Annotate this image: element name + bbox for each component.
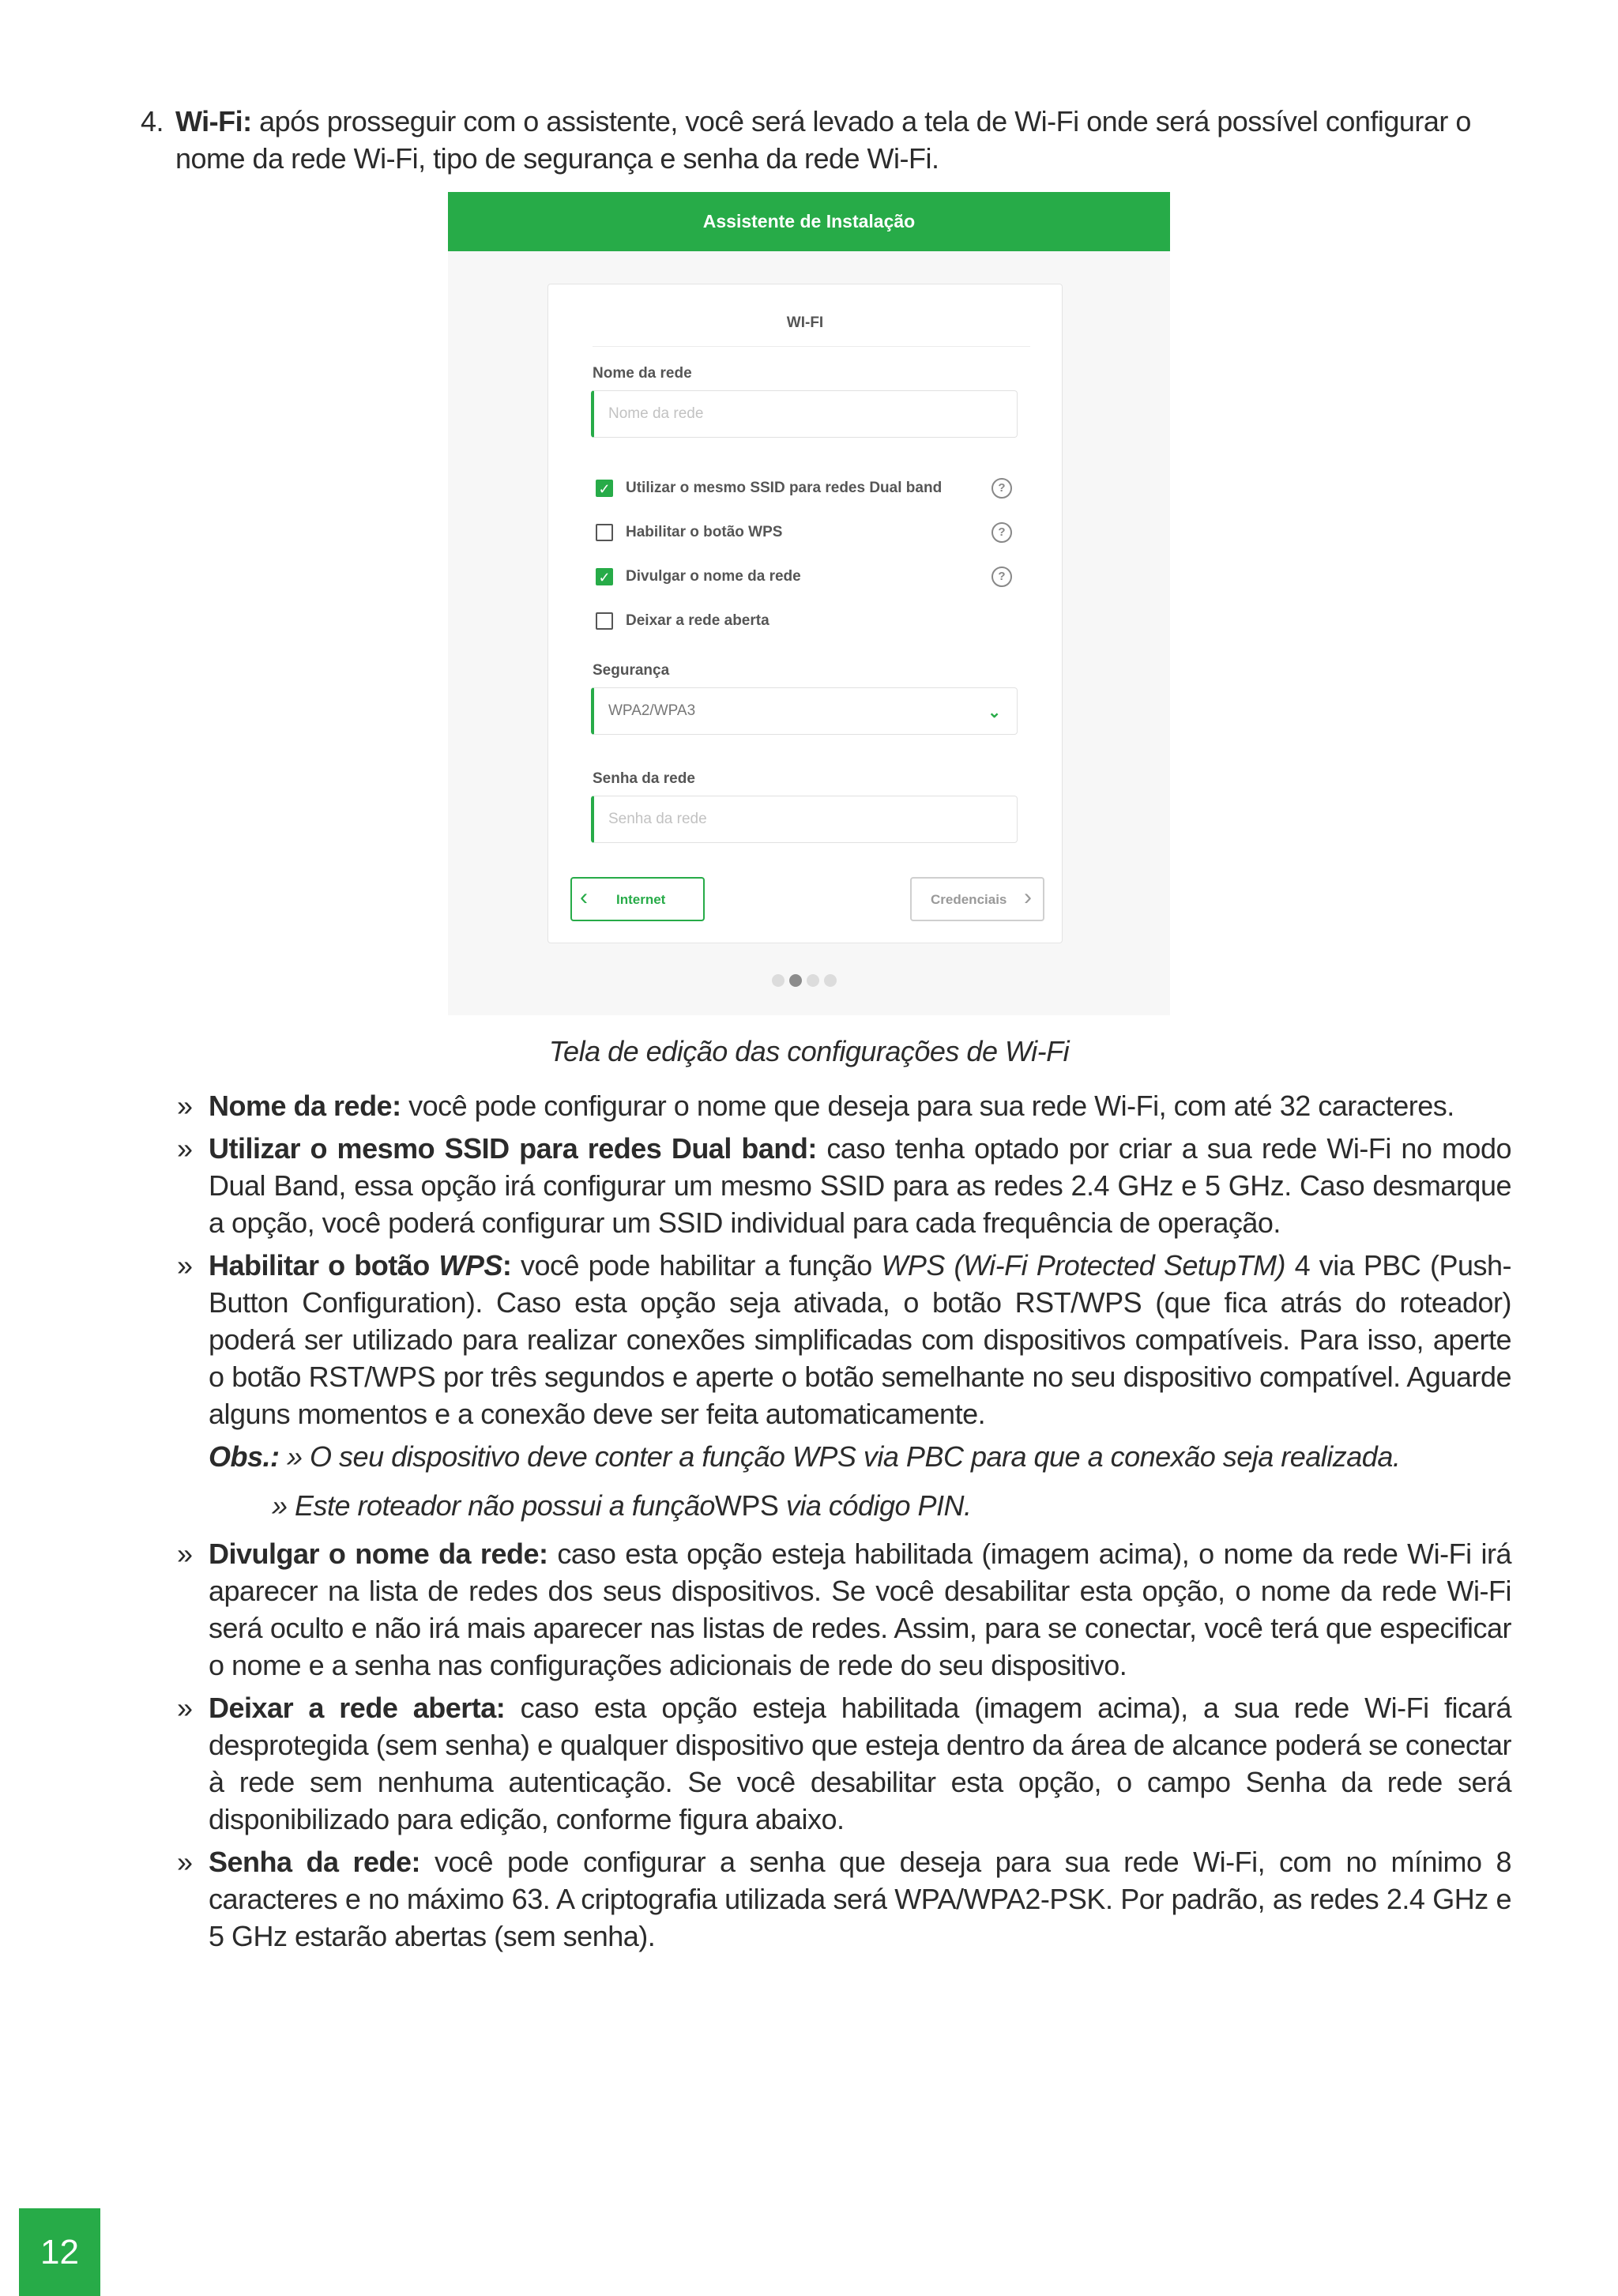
bullet-marker: » (177, 1249, 193, 1282)
back-button[interactable] (570, 877, 705, 921)
card-divider (593, 346, 1030, 347)
chevron-down-icon: ⌄ (988, 704, 1001, 721)
open-network-label: Deixar a rede aberta (626, 612, 769, 629)
security-label: Segurança (593, 662, 670, 679)
open-network-checkbox[interactable] (596, 612, 613, 630)
obs-note (177, 1438, 1511, 1524)
bullet-term: Deixar a rede aberta: (209, 1692, 506, 1724)
chevron-left-icon: ‹ (580, 884, 588, 910)
next-button-label: Credenciais (931, 892, 1007, 907)
bullet-text: caso tenha optado por criar a sua rede Wi-Fi no modo Dual Band, essa opção irá configurar um mesmo SSID para as redes 2.4 GHz e 5 GHz. Caso desmarque a opção, você poderá configurar um SSID individual para cada frequência de operação. (209, 1132, 1511, 1239)
bullet-dual-band (177, 1130, 1511, 1241)
bullet-text-a: você pode habilitar a função (511, 1249, 882, 1282)
bullet-marker: » (177, 1846, 193, 1878)
bullet-text: caso esta opção esteja habilitada (imagem acima), o nome da rede Wi-Fi irá aparecer na lista de redes dos seus dispositivos. Se você desabilitar esta opção, o nome da rede Wi-Fi será oculto e não irá mais aparecer nas listas de redes. Assim, para se conectar, você terá que especificar o nome e a senha nas configurações adicionais de rede do seu dispositivo. (209, 1538, 1511, 1681)
bullet-network-name (177, 1087, 1511, 1124)
card-title: WI-FI (786, 314, 824, 331)
bullet-term: Utilizar o mesmo SSID para redes Dual band: (209, 1132, 817, 1165)
chevron-right-icon: › (1024, 884, 1032, 910)
dual-band-label: Utilizar o mesmo SSID para redes Dual band (626, 480, 943, 496)
bullet-term: Nome da rede: (209, 1090, 401, 1122)
bullet-broadcast (177, 1535, 1511, 1684)
bullet-term-b: WPS (438, 1249, 502, 1282)
bullet-text-b: 4 via PBC (Push-Button Configuration). Caso esta opção seja ativada, o botão RST/WPS (que fica atrás do roteador) poderá ser utilizado para realizar conexões simplificadas com dispositivos compatíveis. Para isso, aperte o botão RST/WPS por três segundos e aperte o botão semelhante no seu dispositivo compatível. Aguarde alguns momentos e a conexão deve ser feita automaticamente. (209, 1249, 1511, 1430)
bullet-term: Senha da rede: (209, 1846, 420, 1878)
security-select[interactable] (591, 687, 1018, 735)
step-indicator (772, 974, 837, 987)
bullet-term (209, 1249, 511, 1282)
step-dot (824, 974, 837, 987)
step-dot (807, 974, 819, 987)
bullet-term-a: Habilitar o botão (209, 1249, 439, 1282)
password-input[interactable]: Senha da rede (591, 796, 1018, 843)
page-number: 12 (19, 2208, 100, 2296)
broadcast-ssid-checkbox[interactable]: ✓ (596, 568, 613, 585)
wizard-screenshot (448, 192, 1170, 1015)
obs-line2-c: via código PIN. (778, 1489, 972, 1522)
figure-caption: Tela de edição das configurações de Wi-Fi (548, 1035, 1070, 1067)
intro-item (141, 103, 1511, 177)
bullet-text: você pode configurar o nome que deseja para sua rede Wi-Fi, com até 32 caracteres. (401, 1090, 1454, 1122)
broadcast-ssid-label: Divulgar o nome da rede (626, 568, 801, 585)
wizard-header: Assistente de Instalação (448, 192, 1170, 251)
intro-bold: Wi-Fi: (175, 105, 252, 137)
next-button[interactable] (910, 877, 1044, 921)
dual-band-checkbox[interactable]: ✓ (596, 480, 613, 497)
bullet-text: você pode configurar a senha que deseja para sua rede Wi-Fi, com no mínimo 8 caracteres e no máximo 63. A criptografia utilizada será WPA/WPA2-PSK. Por padrão, as redes 2.4 GHz e 5 GHz estarão abertas (sem senha). (209, 1846, 1511, 1952)
step-dot-active (789, 974, 802, 987)
help-icon[interactable]: ? (991, 566, 1012, 587)
obs-label: Obs.: (209, 1440, 280, 1473)
bullet-term-c: : (502, 1249, 512, 1282)
intro-body: após prosseguir com o assistente, você será levado a tela de Wi-Fi onde será possível configurar o nome da rede Wi-Fi, tipo de segurança e senha da rede Wi-Fi. (175, 105, 1471, 175)
bullet-marker: » (177, 1538, 193, 1570)
back-button-label: Internet (616, 892, 666, 907)
obs-line2-b: WPS (714, 1489, 779, 1522)
network-name-label: Nome da rede (593, 365, 692, 382)
step-dot (772, 974, 785, 987)
bullet-text-italic: WPS (Wi-Fi Protected SetupTM) (881, 1249, 1285, 1282)
bullet-text: caso esta opção esteja habilitada (imagem acima), a sua rede Wi-Fi ficará desprotegida (sem senha) e qualquer dispositivo que esteja dentro da área de alcance poderá se conectar à rede sem nenhuma autenticação. Se você desabilitar esta opção, o campo Senha da rede será disponibilizado para edição, conforme figura abaixo. (209, 1692, 1511, 1835)
help-icon[interactable]: ? (991, 478, 1012, 499)
obs-line2-a: » Este roteador não possui a função (272, 1489, 715, 1522)
bullet-term: Divulgar o nome da rede: (209, 1538, 548, 1570)
bullet-marker: » (177, 1132, 193, 1165)
bullet-marker: » (177, 1692, 193, 1724)
intro-text (175, 103, 1511, 177)
network-name-input[interactable]: Nome da rede (591, 390, 1018, 438)
security-value: WPA2/WPA3 (608, 702, 696, 719)
wps-label: Habilitar o botão WPS (626, 524, 783, 540)
list-number: 4. (141, 105, 164, 137)
help-icon[interactable]: ? (991, 522, 1012, 543)
wifi-card (547, 284, 1063, 943)
wps-checkbox[interactable] (596, 524, 613, 541)
bullet-open-network (177, 1689, 1511, 1838)
bullet-password (177, 1843, 1511, 1955)
obs-line1: » O seu dispositivo deve conter a função WPS via PBC para que a conexão seja realizada. (279, 1440, 1401, 1473)
password-label: Senha da rede (593, 770, 695, 787)
bullet-wps (177, 1247, 1511, 1432)
bullet-list (177, 1087, 1511, 1960)
bullet-marker: » (177, 1090, 193, 1122)
